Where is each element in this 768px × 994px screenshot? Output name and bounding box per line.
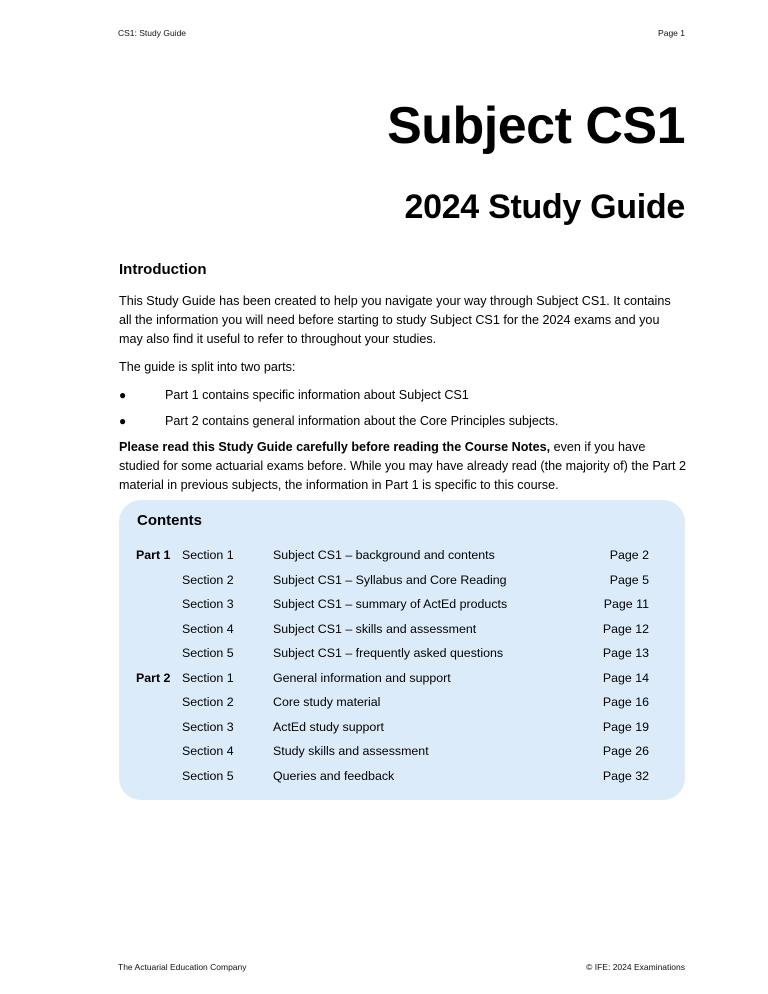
toc-page: Page 26 <box>602 744 649 758</box>
toc-title: Subject CS1 – skills and assessment <box>273 622 477 636</box>
parts-lead-paragraph: The guide is split into two parts: <box>119 360 296 374</box>
toc-page: Page 5 <box>609 573 649 587</box>
toc-title: Subject CS1 – background and contents <box>273 548 495 562</box>
introduction-section <box>119 260 686 504</box>
header-page-number: Page 1 <box>658 28 685 38</box>
toc-section: Section 1 <box>182 671 234 685</box>
toc-section: Section 5 <box>182 769 234 783</box>
toc-row[interactable] <box>119 668 685 688</box>
introduction-heading: Introduction <box>119 261 207 278</box>
toc-page: Page 12 <box>602 622 649 636</box>
footer-copyright: © IFE: 2024 Examinations <box>586 962 685 972</box>
toc-title: ActEd study support <box>273 720 384 734</box>
reading-note-rest: even if you have studied for some actuarial exams before. While you may have already read (the majority of) the Part 2 material in previous subjects, the information in Part 1 is specific to this course. <box>119 440 686 492</box>
page-header <box>118 28 685 38</box>
toc-page: Page 11 <box>603 597 649 611</box>
bullet-text: Part 2 contains general information about the Core Principles subjects. <box>165 414 559 428</box>
toc-section: Section 3 <box>182 597 234 611</box>
reading-note-paragraph <box>119 438 686 495</box>
footer-company: The Actuarial Education Company <box>118 962 247 972</box>
toc-row[interactable] <box>119 717 685 737</box>
toc-section: Section 1 <box>182 548 234 562</box>
toc-section: Section 2 <box>182 573 234 587</box>
toc-title: Subject CS1 – frequently asked questions <box>273 646 504 660</box>
toc-part: Part 2 <box>136 671 171 685</box>
toc-row[interactable] <box>119 545 685 565</box>
toc-title: Study skills and assessment <box>273 744 429 758</box>
toc-page: Page 16 <box>602 695 649 709</box>
toc-section: Section 4 <box>182 622 234 636</box>
toc-title: Core study material <box>273 695 381 709</box>
toc-page: Page 2 <box>609 548 649 562</box>
bullet-text: Part 1 contains specific information about Subject CS1 <box>165 388 469 402</box>
header-doc-title: CS1: Study Guide <box>118 28 187 38</box>
toc-section: Section 3 <box>182 720 234 734</box>
bullet-item <box>119 386 686 405</box>
bullet-item <box>119 412 686 431</box>
toc-page: Page 32 <box>602 769 649 783</box>
reading-note-bold: Please read this Study Guide carefully before reading the Course Notes, <box>119 440 551 454</box>
contents-heading: Contents <box>137 512 202 529</box>
toc-title: Subject CS1 – Syllabus and Core Reading <box>273 573 507 587</box>
toc-title: Queries and feedback <box>273 769 395 783</box>
toc-title: General information and support <box>273 671 451 685</box>
document-title: Subject CS1 <box>387 97 685 155</box>
document-subtitle: 2024 Study Guide <box>404 188 685 226</box>
toc-page: Page 13 <box>602 646 649 660</box>
intro-paragraph: This Study Guide has been created to help you navigate your way through Subject CS1. It contains all the information you will need before starting to study Subject CS1 for the 2024 exams and you may also find it useful to refer to throughout your studies. <box>119 294 671 346</box>
toc-row[interactable] <box>119 741 685 761</box>
toc-row[interactable] <box>119 619 685 639</box>
toc-row[interactable] <box>119 594 685 614</box>
bullet-icon: ● <box>119 388 127 402</box>
toc-row[interactable] <box>119 570 685 590</box>
contents-box <box>119 500 685 800</box>
toc-row[interactable] <box>119 766 685 786</box>
toc-page: Page 14 <box>602 671 649 685</box>
bullet-icon: ● <box>119 414 127 428</box>
toc-row[interactable] <box>119 692 685 712</box>
toc-section: Section 5 <box>182 646 234 660</box>
toc-page: Page 19 <box>602 720 649 734</box>
toc-section: Section 4 <box>182 744 234 758</box>
toc-part: Part 1 <box>136 548 171 562</box>
toc-title: Subject CS1 – summary of ActEd products <box>273 597 508 611</box>
toc-row[interactable] <box>119 643 685 663</box>
page-footer <box>118 962 685 972</box>
toc-section: Section 2 <box>182 695 234 709</box>
